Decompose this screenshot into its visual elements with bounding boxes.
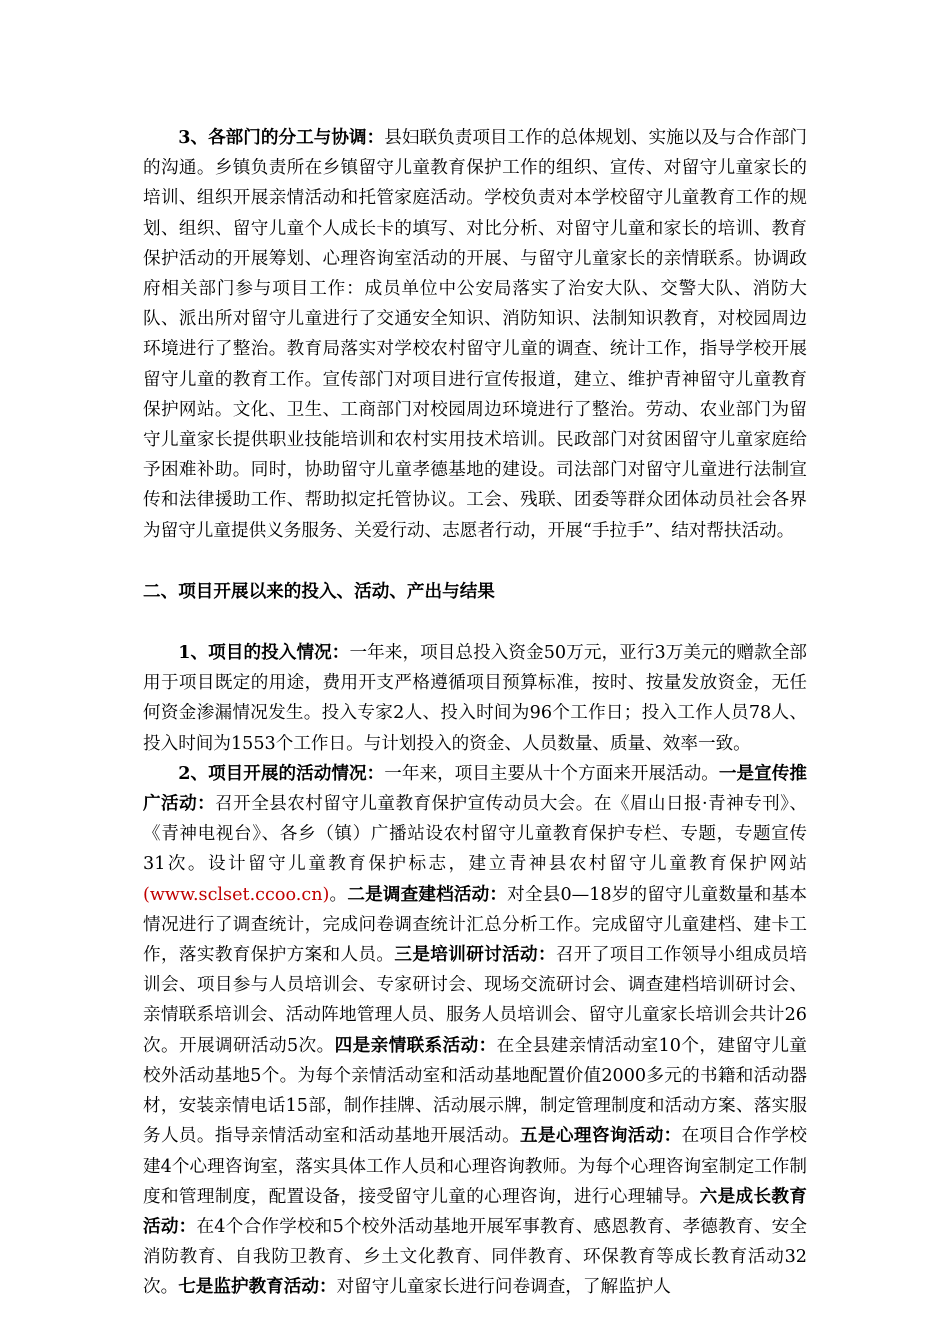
activity-text: 在全县建亲情活动室10个，建留守儿童校外活动基地5个。为每个亲情活动室和活动基地配置价值2000多元的书籍和活动器材，安装亲情电话15部，制作挂牌、活动展示牌，制定管理制度和活动方案、落实服务人员。指导亲情活动室和活动基地开展活动。 (143, 1035, 807, 1147)
activity-text: 召开全县农村留守儿童教育保护宣传动员大会。在《眉山日报·青神专刊》、《青神电视台》、各乡（镇）广播站设农村留守儿童教育保护专栏、专题，专题宣传31次。设计留守儿童教育保护标志，建立青神县农村留守儿童教育保护网站 (143, 794, 807, 875)
activity-text: 召开了项目工作领导小组成员培训会、项目参与人员培训会、专家研讨会、现场交流研讨会、调查建档培训研讨会、亲情联系培训会、活动阵地管理人员、服务人员培训会、留守儿童家长培训会共计26次。开展调研活动5次。 (143, 945, 807, 1056)
activity-title: 六是成长教育活动： (143, 1185, 807, 1237)
activity-title: 二是调查建档活动： (347, 883, 508, 905)
activity-text: 在4个合作学校和5个校外活动基地开展军事教育、感恩教育、孝德教育、安全消防教育、自我防卫教育、乡土文化教育、同伴教育、环保教育等成长教育活动32次。 (143, 1216, 807, 1298)
activity-text: 对留守儿童家长进行问卷调查，了解监护人 (336, 1277, 671, 1298)
spacer (143, 546, 807, 577)
activity-title: 七是监护教育活动： (178, 1276, 337, 1298)
paragraph-division-of-labor (143, 123, 807, 546)
document-body (143, 123, 807, 1303)
paragraph-investment (143, 638, 807, 759)
activity-title: 五是心理咨询活动： (520, 1125, 682, 1147)
paragraph-activities (143, 759, 807, 1303)
website-link[interactable]: (www.sclset.ccoo.cn) (143, 884, 330, 905)
section-heading: 二、项目开展以来的投入、活动、产出与结果 (143, 580, 495, 602)
paragraph-text: 一年来，项目主要从十个方面来开展活动。 (384, 763, 719, 784)
activity-title: 三是培训研讨活动： (394, 944, 556, 966)
punctuation: 。 (329, 884, 348, 905)
paragraph-lead: 2、项目开展的活动情况： (178, 762, 385, 784)
paragraph-lead: 3、各部门的分工与协调： (178, 127, 385, 148)
activity-text: 对全县0—18岁的留守儿童数量和基本情况进行了调查统计，完成问卷调查统计汇总分析工作。完成留守儿童建档、建卡工作，落实教育保护方案和人员。 (143, 884, 807, 966)
activity-title: 一是宣传推广活动： (143, 762, 807, 815)
paragraph-text: 县妇联负责项目工作的总体规划、实施以及与合作部门的沟通。乡镇负责所在乡镇留守儿童教育保护工作的组织、宣传、对留守儿童家长的培训、组织开展亲情活动和托管家庭活动。学校负责对本学校留守儿童教育工作的规划、组织、留守儿童个人成长卡的填写、对比分析、对留守儿童和家长的培训、教育保护活动的开展筹划、心理咨询室活动的开展、与留守儿童家长的亲情联系。协调政府相关部门参与项目工作：成员单位中公安局落实了治安大队、交警大队、消防大队、派出所对留守儿童进行了交通安全知识、消防知识、法制知识教育，对校园周边环境进行了整治。教育局落实对学校农村留守儿童的调查、统计工作，指导学校开展留守儿童的教育工作。宣传部门对项目进行宣传报道，建立、维护青神留守儿童教育保护网站。文化、卫生、工商部门对校园周边环境进行了整治。劳动、农业部门为留守儿童家长提供职业技能培训和农村实用技术培训。民政部门对贫困留守儿童家庭给予困难补助。同时，协助留守儿童孝德基地的建设。司法部门对留守儿童进行法制宣传和法律援助工作、帮助拟定托管协议。工会、残联、团委等群众团体动员社会各界为留守儿童提供义务服务、关爱行动、志愿者行动，开展“手拉手”、结对帮扶活动。 (143, 128, 807, 541)
spacer (143, 607, 807, 638)
paragraph-text: 一年来，项目总投入资金50万元，亚行3万美元的赠款全部用于项目既定的用途，费用开支严格遵循项目预算标准，按时、按量发放资金，无任何资金渗漏情况发生。投入专家2人、投入时间为96个工作日；投入工作人员78人、投入时间为1553个工作日。与计划投入的资金、人员数量、质量、效率一致。 (143, 643, 807, 754)
activity-text: 在项目合作学校建4个心理咨询室，落实具体工作人员和心理咨询教师。为每个心理咨询室制定工作制度和管理制度，配置设备，接受留守儿童的心理咨询，进行心理辅导。 (143, 1126, 807, 1207)
paragraph-lead: 1、项目的投入情况： (178, 642, 350, 664)
activity-title: 四是亲情联系活动： (334, 1034, 497, 1056)
